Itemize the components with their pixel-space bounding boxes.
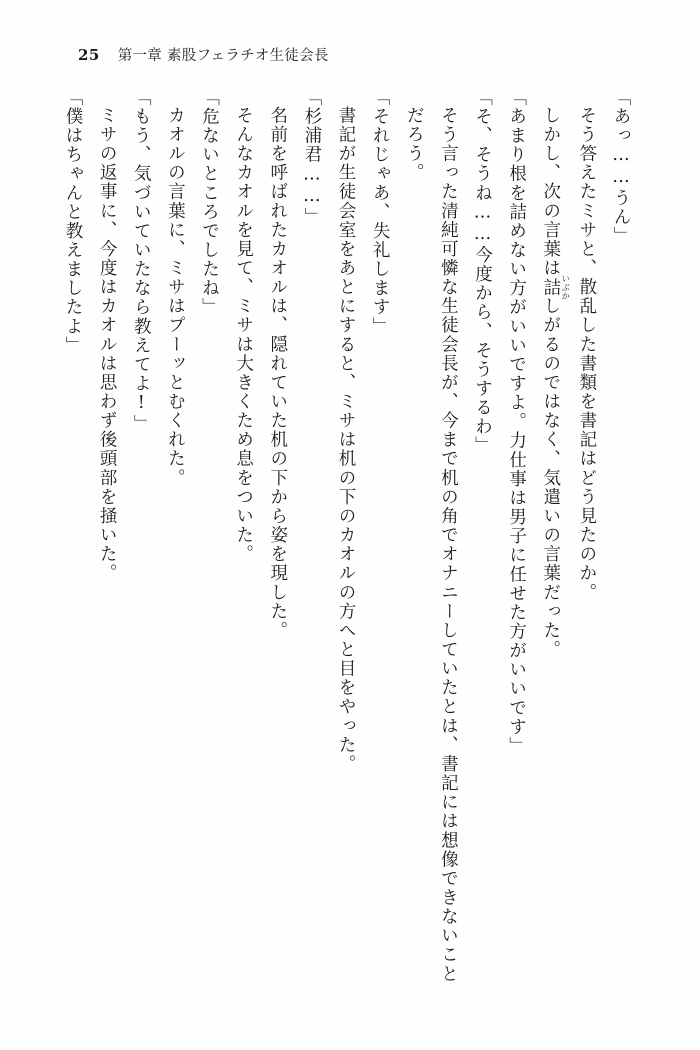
paragraph: 「危ないところでしたね」 bbox=[199, 88, 220, 317]
body-text-vertical bbox=[60, 88, 638, 998]
paragraph: しかし、次の言葉は詰 いぶかしがるのではなく、気遣いの言葉だった。 bbox=[540, 106, 570, 660]
paragraph: 書記が生徒会室をあとにすると、ミサは机の下のカオルの方へと目をやった。 bbox=[336, 106, 356, 774]
paragraph: 「僕はちゃんと教えましたよ」 bbox=[63, 88, 83, 356]
paragraph: 「それじゃあ、失礼します」 bbox=[370, 88, 391, 336]
paragraph: ミサの返事に、今度はカオルは思わず後頭部を掻いた。 bbox=[97, 106, 118, 583]
paragraph: 「杉浦君……」 bbox=[301, 88, 322, 227]
chapter-title: 第一章 素股フェラチオ生徒会長 bbox=[117, 48, 329, 64]
paragraph: 「あまり根を詰めない方がいいですよ。力仕事は男子に任せた方がいいです」 bbox=[506, 88, 527, 756]
paragraph: そう答えたミサと、散乱した書類を書記はどう見たのか。 bbox=[576, 106, 597, 602]
paragraph: 「そ、そうね……今度から、そうするわ」 bbox=[472, 88, 493, 456]
paragraph: そんなカオルを見て、ミサは大きくため息をついた。 bbox=[233, 106, 254, 564]
page-number: 25 bbox=[78, 46, 100, 64]
paragraph: 「あっ……うん」 bbox=[611, 88, 631, 246]
ruby-annotation: 詰 いぶか bbox=[540, 274, 570, 301]
paragraph: 名前を呼ばれたカオルは、隠れていた机の下から姿を現した。 bbox=[267, 106, 288, 641]
paragraph: 「もう、気づいていたなら教えてよ!」 bbox=[131, 88, 152, 434]
page-header bbox=[78, 44, 640, 68]
paragraph: そう言った清純可憐な生徒会長が、今まで机の角でオナニーしていたとは、書記には想像できないことだろう。 bbox=[404, 106, 459, 984]
paragraph: カオルの言葉に、ミサはプーッとむくれた。 bbox=[165, 106, 186, 488]
